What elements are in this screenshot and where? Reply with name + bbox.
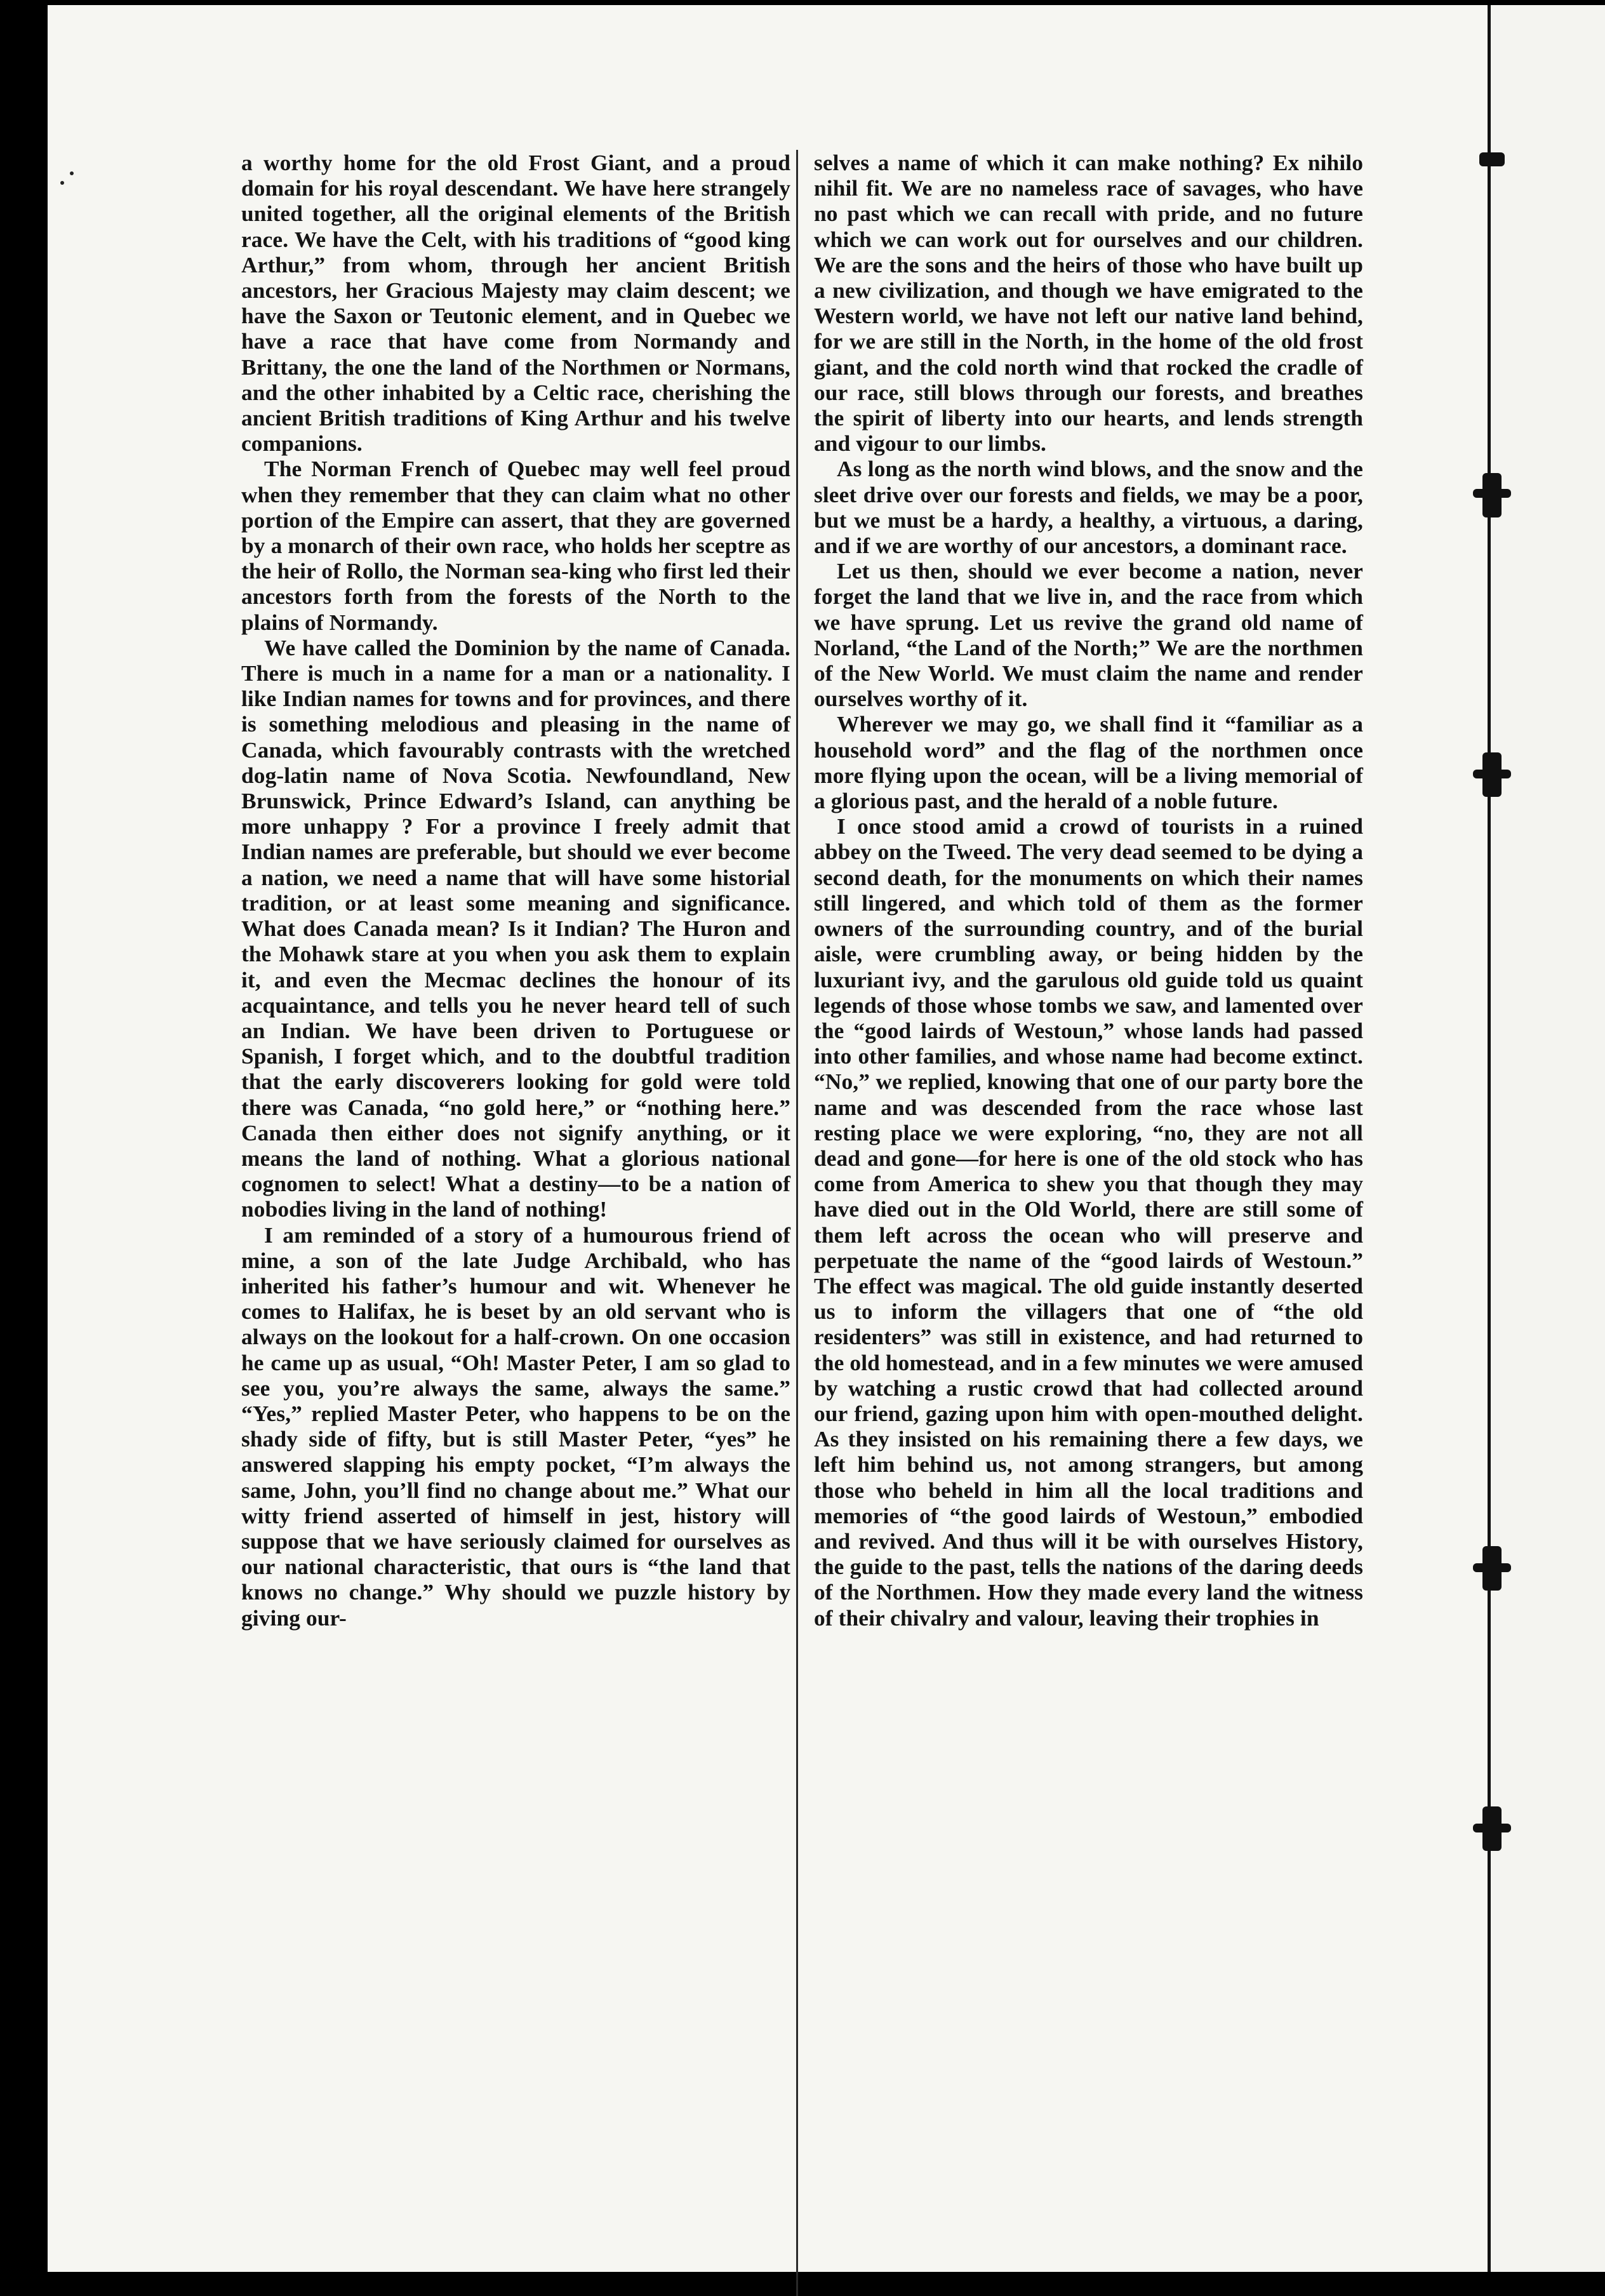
column-rule xyxy=(796,150,798,2296)
binding-mark xyxy=(1473,770,1511,778)
paragraph: We have called the Dominion by the name of Canada. There is much in a name for a man or a nationality. I like Indian names for towns and for provinces, and there is something melodious and pleasing in the name of Canada, which favourably contrasts with the wretched dog-latin name of Nova Scotia. Newfoundland, New Brunswick, Prince Edward’s Island, can anything be more unhappy ? For a province I freely admit that Indian names are preferable, but should we ever become a nation, we need a name that will have some historial tradition, or at least some meaning and significance. What does Canada mean? Is it Indian? The Huron and the Mohawk stare at you when you ask them to explain it, and even the Mecmac declines the honour of its acquaintance, and tells you he never heard tell of such an Indian. We have been driven to Portuguese or Spanish, I forget which, and to the doubtful tradition that the early discoverers looking for gold were told there was Canada, “no gold here,” or “nothing here.” Canada then either does not signify anything, or it means the land of nothing. What a glorious national cognomen to select! What a destiny—to be a nation of nobodies living in the land of nothing! xyxy=(241,634,790,1222)
right-column xyxy=(814,150,1363,1631)
paragraph: As long as the north wind blows, and the snow and the sleet drive over our forests and fields, we may be a poor, but we must be a hardy, a healthy, a virtuous, a daring, and if we are worthy of our ancestors, a dominant race. xyxy=(814,456,1363,559)
paragraph: Let us then, should we ever become a nation, never forget the land that we live in, and the race from which we have sprung. Let us revive the grand old name of Norland, “the Land of the North;” We are the northmen of the New World. We must claim the name and render ourselves worthy of it. xyxy=(814,558,1363,712)
speck xyxy=(70,171,74,175)
facing-page-edge xyxy=(1491,5,1605,2272)
binding-mark xyxy=(1479,152,1505,166)
binding-mark xyxy=(1473,1824,1511,1832)
paragraph: I am reminded of a story of a humourous friend of mine, a son of the late Judge Archibald, who has inherited his father’s humour and wit. Whenever he comes to Halifax, he is beset by an old servant who is always on the lookout for a half-crown. On one occasion he came up as usual, “Oh! Master Peter, I am so glad to see you, you’re always the same, always the same.” “Yes,” replied Master Peter, who happens to be on the shady side of fifty, but is still Master Peter, “yes” he answered slapping his empty pocket, “I’m always the same, John, you’ll find no change about me.” What our witty friend asserted of himself in jest, history will suppose that we have seriously claimed for ourselves as our national characteristic, that ours is “the land that knows no change.” Why should we puzzle history by giving our- xyxy=(241,1222,790,1631)
binding-mark xyxy=(1473,1563,1511,1572)
left-column xyxy=(241,150,790,1631)
paragraph: The Norman French of Quebec may well feel proud when they remember that they can claim what no other portion of the Empire can assert, that they are governed by a monarch of their own race, who holds her sceptre as the heir of Rollo, the Norman sea-king who first led their ancestors forth from the forests of the North to the plains of Normandy. xyxy=(241,456,790,635)
speck xyxy=(60,181,64,185)
paragraph: selves a name of which it can make nothing? Ex nihilo nihil fit. We are no nameless race of savages, who have no past which we can recall with pride, and no future which we can work out for ourselves and our children. We are the sons and the heirs of those who have built up a new civilization, and though we have emigrated to the Western world, we have not left our native land behind, for we are still in the North, in the home of the old frost giant, and the cold north wind that rocked the cradle of our race, still blows through our forests, and breathes the spirit of liberty into our hearts, and lends strength and vigour to our limbs. xyxy=(814,150,1363,457)
binding-mark xyxy=(1473,489,1511,498)
paragraph: Wherever we may go, we shall find it “familiar as a household word” and the flag of the northmen once more flying upon the ocean, will be a living memorial of a glorious past, and the herald of a noble future. xyxy=(814,711,1363,814)
paragraph: I once stood amid a crowd of tourists in a ruined abbey on the Tweed. The very dead seemed to be dying a second death, for the monuments on which their names still lingered, and which told of them as the former owners of the surrounding country, and of the burial aisle, were crumbling away, or being hidden by the luxuriant ivy, and the garulous old guide told us quaint legends of those whose tombs we saw, and lamented over the “good lairds of Westoun,” whose lands had passed into other families, and whose name had become extinct. “No,” we replied, knowing that one of our party bore the name and was descended from the race whose last resting place we were exploring, “no, they are not all dead and gone—for here is one of the old stock who has come from America to shew you that though they may have died out in the Old World, there are still some of them left across the ocean who will preserve and perpetuate the name of the “good lairds of Westoun.” The effect was magical. The old guide instantly deserted us to inform the villagers that one of “the old residenters” was still in existence, and had returned to the old homestead, and in a few minutes we were amused by watching a rustic crowd that had collected around our friend, gazing upon him with open-mouthed delight. As they insisted on his remaining there a few days, we left him behind us, not among strangers, but among those who beheld in him all the local traditions and memories of “the good lairds of Westoun,” embodied and revived. And thus will it be with ourselves History, the guide to the past, tells the nations of the daring deeds of the Northmen. How they made every land the witness of their chivalry and valour, leaving their trophies in xyxy=(814,813,1363,1631)
paragraph: a worthy home for the old Frost Giant, and a proud domain for his royal descendant. We have here strangely united together, all the original elements of the British race. We have the Celt, with his traditions of “good king Arthur,” from whom, through her ancient British ancestors, her Gracious Majesty may claim descent; we have the Saxon or Teutonic element, and in Quebec we have a race that have come from Normandy and Brittany, the one the land of the Northmen or Normans, and the other inhabited by a Celtic race, cherishing the ancient British traditions of King Arthur and his twelve companions. xyxy=(241,150,790,457)
